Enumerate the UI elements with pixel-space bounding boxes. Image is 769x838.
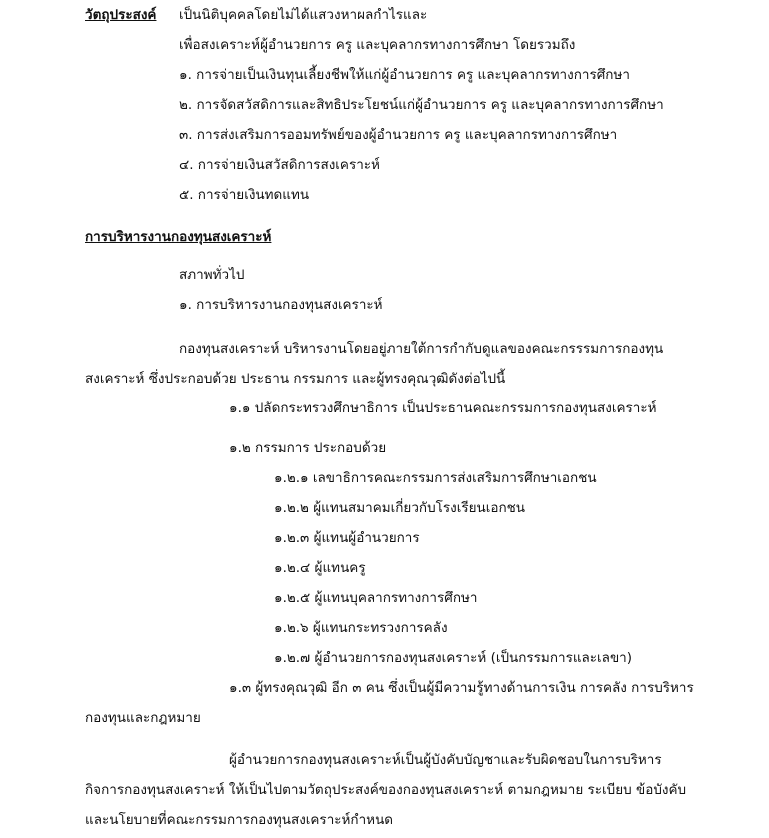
committee-item: ๑.๒.๔ ผู้แทนครู	[274, 560, 366, 576]
objective-item: ๔. การจ่ายเงินสวัสดิการสงเคราะห์	[179, 157, 380, 173]
item-1-2: ๑.๒ กรรมการ ประกอบด้วย	[229, 440, 387, 456]
committee-item: ๑.๒.๒ ผู้แทนสมาคมเกี่ยวกับโรงเรียนเอกชน	[274, 500, 526, 516]
item-1-3-line-2: กองทุนและกฎหมาย	[85, 710, 201, 726]
paragraph-2-line-2: กิจการกองทุนสงเคราะห์ ให้เป็นไปตามวัตถุประสงค์ของกองทุนสงเคราะห์ ตามกฎหมาย ระเบียบ ข้อบังคับ	[85, 782, 687, 798]
objective-item: ๓. การส่งเสริมการออมทรัพย์ของผู้อำนวยการ ครู และบุคลากรทางการศึกษา	[179, 127, 618, 143]
general-subheading: สภาพทั่วไป	[179, 267, 245, 283]
item-1-1: ๑.๑ ปลัดกระทรวงศึกษาธิการ เป็นประธานคณะกรรมการกองทุนสงเคราะห์	[229, 400, 657, 416]
objective-line-1: เป็นนิติบุคคลโดยไม่ได้แสวงหาผลกำไรและ	[179, 7, 428, 23]
committee-item: ๑.๒.๖ ผู้แทนกระทรวงการคลัง	[274, 620, 448, 636]
item-1-3-line-1: ๑.๓ ผู้ทรงคุณวุฒิ อีก ๓ คน ซึ่งเป็นผู้มีความรู้ทางด้านการเงิน การคลัง การบริหาร	[229, 680, 694, 696]
paragraph-2-line-3: และนโยบายที่คณะกรรมการกองทุนสงเคราะห์กำหนด	[85, 812, 394, 828]
objective-item: ๕. การจ่ายเงินทดแทน	[179, 187, 310, 203]
objective-heading: วัตถุประสงค์	[85, 7, 157, 23]
committee-item: ๑.๒.๓ ผู้แทนผู้อำนวยการ	[274, 530, 420, 546]
objective-item: ๒. การจัดสวัสดิการและสิทธิประโยชน์แก่ผู้อำนวยการ ครู และบุคลากรทางการศึกษา	[179, 97, 664, 113]
management-subheading: ๑. การบริหารงานกองทุนสงเคราะห์	[179, 297, 383, 313]
paragraph-1-line-2: สงเคราะห์ ซึ่งประกอบด้วย ประธาน กรรมการ และผู้ทรงคุณวุฒิดังต่อไปนี้	[85, 371, 506, 387]
management-heading: การบริหารงานกองทุนสงเคราะห์	[85, 229, 272, 245]
paragraph-1-line-1: กองทุนสงเคราะห์ บริหารงานโดยอยู่ภายใต้การกำกับดูแลของคณะกรรรมการกองทุน	[179, 341, 664, 357]
objective-item: ๑. การจ่ายเป็นเงินทุนเลี้ยงชีพให้แก่ผู้อำนวยการ ครู และบุคลากรทางการศึกษา	[179, 67, 630, 83]
paragraph-2-line-1: ผู้อำนวยการกองทุนสงเคราะห์เป็นผู้บังคับบัญชาและรับผิดชอบในการบริหาร	[229, 752, 662, 768]
objective-line-2: เพื่อสงเคราะห์ผู้อำนวยการ ครู และบุคลากรทางการศึกษา โดยรวมถึง	[179, 37, 576, 53]
committee-item: ๑.๒.๕ ผู้แทนบุคลากรทางการศึกษา	[274, 590, 478, 606]
committee-item: ๑.๒.๑ เลขาธิการคณะกรรมการส่งเสริมการศึกษาเอกชน	[274, 470, 597, 486]
committee-item: ๑.๒.๗ ผู้อำนวยการกองทุนสงเคราะห์ (เป็นกรรมการและเลขา)	[274, 650, 633, 666]
